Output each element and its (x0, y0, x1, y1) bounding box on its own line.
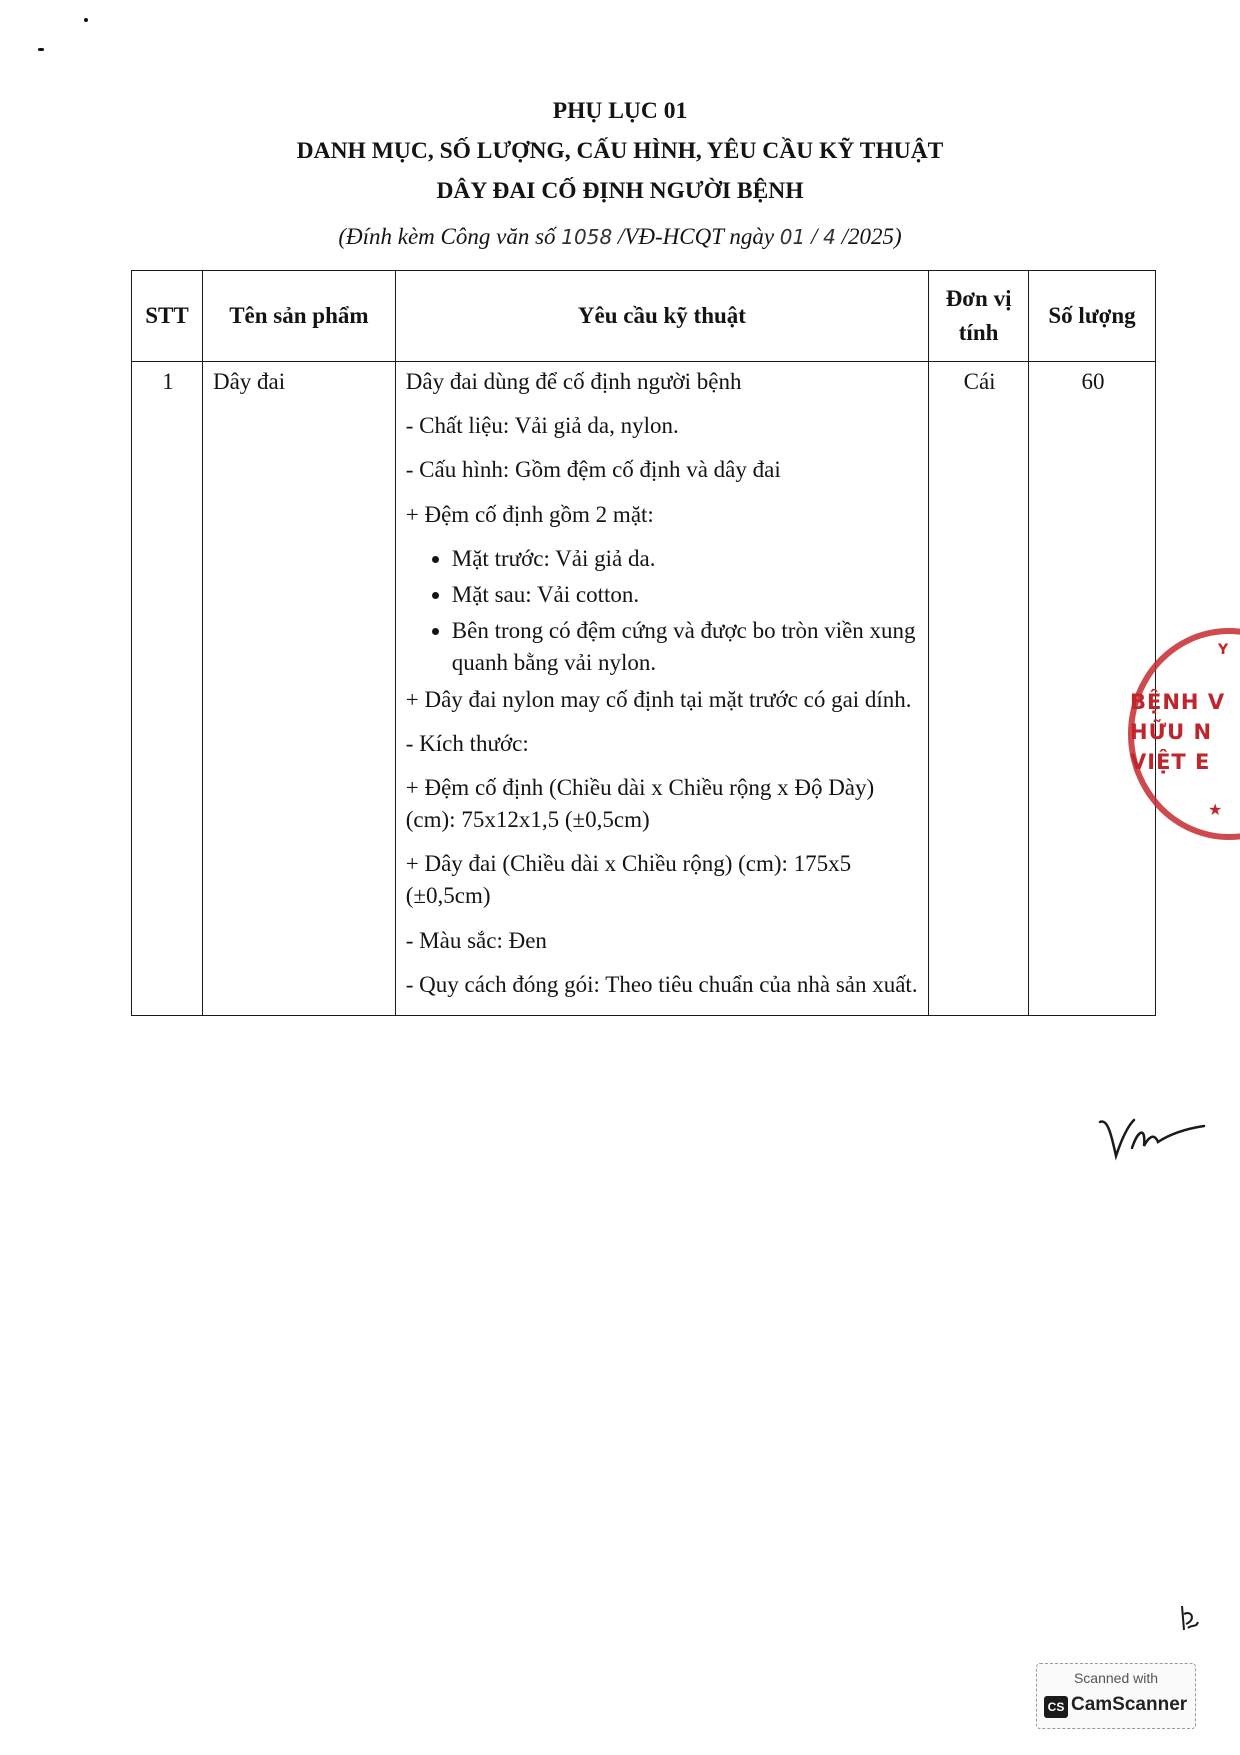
handwritten-month: 4 (823, 225, 836, 249)
req-strap-note: + Dây đai nylon may cố định tại mặt trước có gai dính. (405, 686, 912, 712)
specification-table (131, 270, 1156, 1016)
attachment-reference: (Đính kèm Công văn số 1058 /VĐ-HCQT ngày 01 / 4 /2025) (338, 224, 902, 249)
appendix-title: PHỤ LỤC 01 (552, 98, 688, 124)
req-size-title: - Kích thước: (405, 730, 529, 756)
stamp-text: VIỆT E (1130, 750, 1211, 774)
handwritten-signature (1098, 1108, 1208, 1168)
handwritten-day: 01 (779, 225, 806, 249)
req-color: - Màu sắc: Đen (405, 927, 547, 953)
cell-requirements (395, 362, 928, 1016)
product-heading: DÂY ĐAI CỐ ĐỊNH NGƯỜI BỆNH (436, 178, 804, 204)
list-item: • Mặt trước: Vải giả da. (452, 543, 920, 575)
header-quantity: Số lượng (1029, 271, 1156, 362)
header-requirements: Yêu cầu kỹ thuật (395, 271, 928, 362)
req-config: - Cấu hình: Gồm đệm cố định và dây đai (405, 457, 781, 483)
cell-product-name: Dây đai (202, 362, 395, 1016)
watermark-caption: Scanned with (1073, 1670, 1159, 1686)
req-pad-title: + Đệm cố định gồm 2 mặt: (405, 501, 654, 527)
handwritten-doc-number: 1058 (561, 225, 613, 249)
req-size-strap: + Dây đai (Chiều dài x Chiều rộng) (cm): 175x5 (±0,5cm) (405, 851, 852, 909)
table-row (132, 362, 1156, 1016)
scan-speck (38, 48, 44, 51)
watermark-brand: CamScanner (1071, 1694, 1188, 1715)
req-material: - Chất liệu: Vải giả da, nylon. (405, 413, 679, 439)
document-heading: DANH MỤC, SỐ LƯỢNG, CẤU HÌNH, YÊU CẦU KỸ THUẬT (296, 138, 944, 164)
scan-speck (84, 18, 88, 22)
cell-quantity: 60 (1029, 362, 1156, 1016)
cell-unit: Cái (929, 362, 1029, 1016)
req-size-pad: + Đệm cố định (Chiều dài x Chiều rộng x Độ Dày) (cm): 75x12x1,5 (±0,5cm) (405, 774, 875, 833)
stamp-top-text: Y (1218, 642, 1229, 658)
req-packaging: - Quy cách đóng gói: Theo tiêu chuẩn của nhà sản xuất. (405, 971, 918, 997)
table-header-row (132, 271, 1156, 362)
stamp-text: HỮU N (1130, 720, 1213, 744)
req-pad-bullets (406, 543, 920, 680)
star-icon: ★ (1208, 800, 1223, 819)
camscanner-watermark (1036, 1663, 1196, 1729)
req-intro: Dây đai dùng để cố định người bệnh (405, 369, 742, 394)
list-item: • Bên trong có đệm cứng và được bo tròn viền xung quanh bằng vải nylon. (452, 615, 920, 679)
header-stt: STT (132, 271, 203, 362)
red-seal-stamp (1118, 628, 1240, 838)
header-product-name: Tên sản phẩm (202, 271, 395, 362)
stamp-text: BỆNH V (1130, 690, 1226, 714)
header-unit: Đơn vị tính (929, 271, 1029, 362)
list-item: • Mặt sau: Vải cotton. (452, 579, 920, 611)
handwritten-initial (1176, 1602, 1200, 1636)
camscanner-logo-icon: CS (1044, 1696, 1068, 1718)
cell-stt: 1 (132, 362, 203, 1016)
